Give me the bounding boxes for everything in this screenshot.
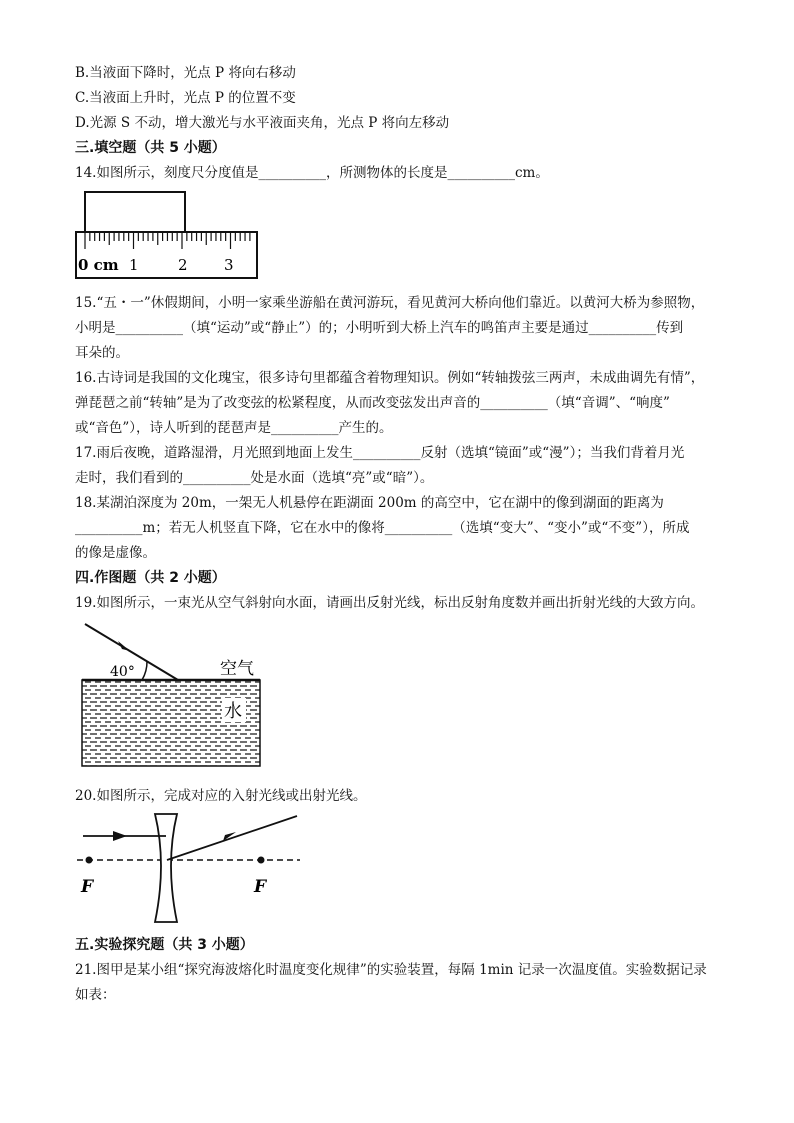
concave-lens bbox=[155, 814, 177, 922]
measured-object bbox=[85, 192, 185, 232]
right-focus-label: F bbox=[254, 877, 267, 897]
air-water-figure bbox=[80, 620, 265, 770]
ruler-label-3: 3 bbox=[224, 256, 234, 274]
ruler-label-1: 1 bbox=[129, 256, 139, 274]
question-18-line-2: __________m；若无人机竖直下降，它在水中的像将__________（选填“变大”、“变小”或“不变”），所成 bbox=[75, 520, 690, 536]
question-18-line-1: 18.某湖泊深度为 20m，一架无人机悬停在距湖面 200m 的高空中，它在湖中的像到湖面的距离为 bbox=[75, 495, 664, 511]
question-17-line-2: 走时，我们看到的__________处是水面（选填“亮”或“暗”）。 bbox=[75, 470, 434, 486]
left-focus-label: F bbox=[81, 877, 94, 897]
option-c: C.当液面上升时，光点 P 的位置不变 bbox=[75, 90, 296, 106]
question-21-line-1: 21.图甲是某小组“探究海波熔化时温度变化规律”的实验装置，每隔 1min 记录一次温度值。实验数据记录 bbox=[75, 962, 707, 978]
question-21-line-2: 如表： bbox=[75, 987, 116, 1003]
question-16-line-1: 16.古诗词是我国的文化瑰宝，很多诗句里都蕴含着物理知识。例如“转轴拨弦三两声，未成曲调先有情”， bbox=[75, 370, 705, 386]
section-title-drawing: 四.作图题（共 2 小题） bbox=[75, 570, 226, 586]
section-title-fill-blank: 三.填空题（共 5 小题） bbox=[75, 140, 226, 156]
air-label: 空气 bbox=[220, 659, 254, 679]
left-focus-point bbox=[86, 857, 93, 864]
water-label: 水 bbox=[224, 701, 242, 722]
question-19: 19.如图所示，一束光从空气斜射向水面，请画出反射光线，标出反射角度数并画出折射光线的大致方向。 bbox=[75, 595, 704, 611]
angle-label: 40° bbox=[110, 664, 135, 680]
question-15-line-3: 耳朵的。 bbox=[75, 345, 129, 361]
section-title-experiment: 五.实验探究题（共 3 小题） bbox=[75, 937, 254, 953]
question-15-line-2: 小明是__________（填“运动”或“静止”）的；小明听到大桥上汽车的鸣笛声主要是通过__________传到 bbox=[75, 320, 684, 336]
question-15-line-1: 15.“五・一”休假期间，小明一家乘坐游船在黄河游玩，看见黄河大桥向他们靠近。以黄河大桥为参照物， bbox=[75, 295, 705, 311]
ruler-figure bbox=[75, 190, 260, 280]
question-16-line-2: 弹琵琶之前“转轴”是为了改变弦的松紧程度，从而改变弦发出声音的__________（填“音调”、“响度” bbox=[75, 395, 670, 411]
option-b: B.当液面下降时，光点 P 将向右移动 bbox=[75, 65, 296, 81]
question-17-line-1: 17.雨后夜晚，道路湿滑，月光照到地面上发生__________反射（选填“镜面”或“漫”）；当我们背着月光 bbox=[75, 445, 685, 461]
ruler-label-0: 0 cm bbox=[78, 256, 119, 274]
ruler-ticks bbox=[85, 233, 250, 249]
option-d: D.光源 S 不动，增大激光与水平液面夹角，光点 P 将向左移动 bbox=[75, 115, 450, 131]
angle-arc bbox=[142, 661, 147, 680]
ruler-label-2: 2 bbox=[178, 256, 188, 274]
water-region bbox=[82, 680, 260, 766]
parallel-ray-arrow-icon bbox=[113, 831, 127, 841]
question-14: 14.如图所示，刻度尺分度值是__________，所测物体的长度是__________cm。 bbox=[75, 165, 549, 181]
question-20: 20.如图所示，完成对应的入射光线或出射光线。 bbox=[75, 788, 367, 804]
question-16-line-3: 或“音色”），诗人听到的琵琶声是__________产生的。 bbox=[75, 420, 393, 436]
right-focus-point bbox=[258, 857, 265, 864]
concave-lens-figure bbox=[75, 812, 305, 927]
question-18-line-3: 的像是虚像。 bbox=[75, 545, 156, 561]
outgoing-ray bbox=[167, 816, 297, 860]
